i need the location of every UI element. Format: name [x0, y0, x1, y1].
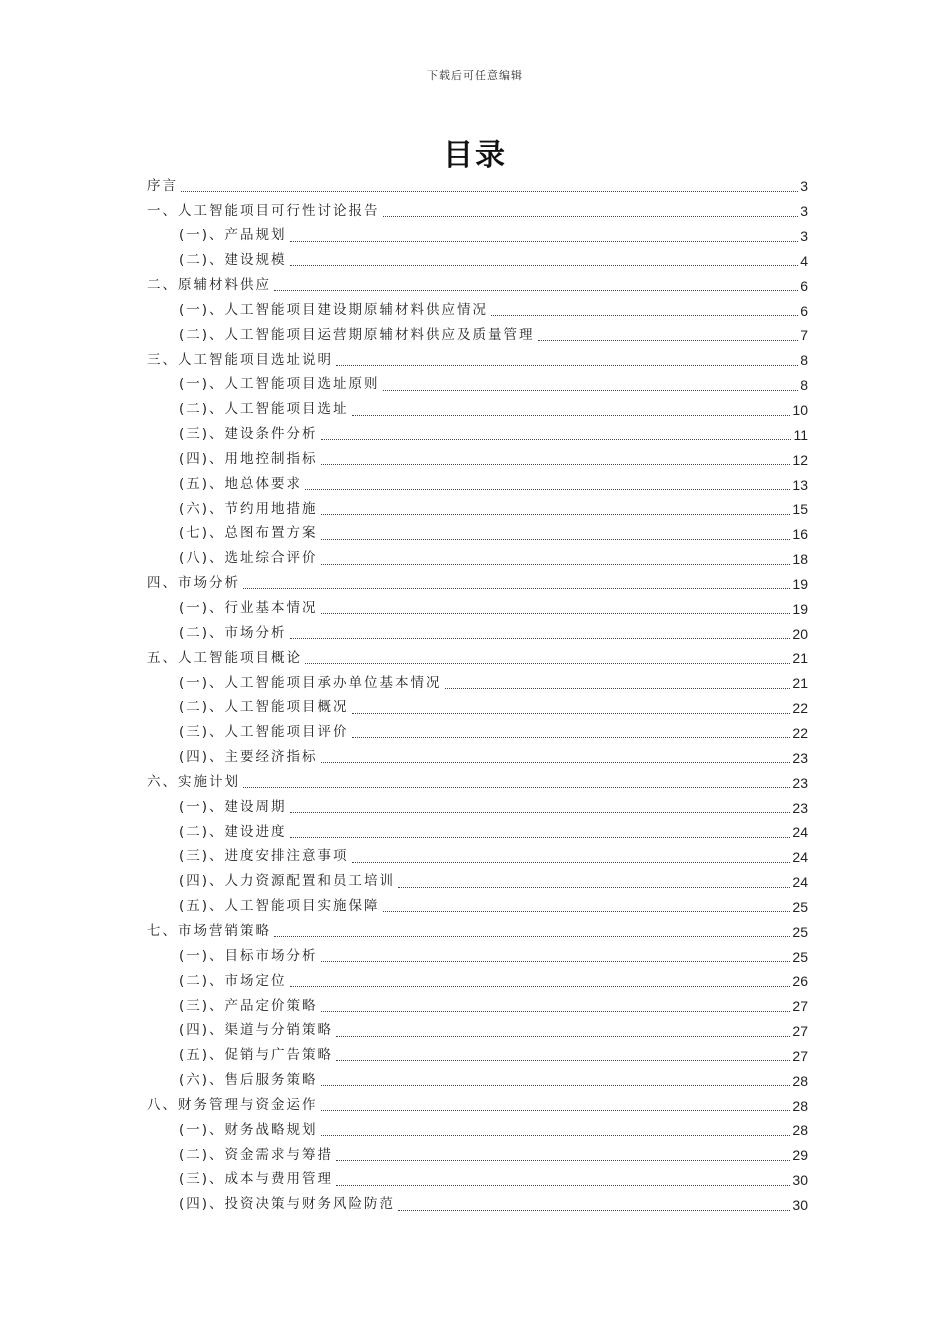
toc-page-number: 22	[792, 724, 808, 741]
toc-entry-title: (二)、人工智能项目运营期原辅材料供应及质量管理	[179, 326, 535, 343]
dot-leader	[336, 1036, 790, 1037]
toc-page-number: 21	[792, 650, 808, 667]
toc-subentry[interactable]	[147, 1193, 808, 1218]
toc-page-number: 25	[792, 923, 808, 940]
dot-leader	[290, 986, 791, 987]
toc-subentry[interactable]	[147, 994, 808, 1019]
toc-entry[interactable]	[147, 273, 808, 298]
toc-entry-title: (二)、市场定位	[179, 972, 287, 989]
dot-leader	[491, 315, 798, 316]
toc-page-number: 13	[792, 476, 808, 493]
dot-leader	[181, 191, 798, 192]
toc-subentry[interactable]	[147, 224, 808, 249]
toc-page-number: 19	[792, 575, 808, 592]
toc-entry-title: 六、实施计划	[147, 773, 240, 790]
toc-entry-title: 一、人工智能项目可行性讨论报告	[147, 202, 380, 219]
toc-page-number: 23	[792, 799, 808, 816]
toc-subentry[interactable]	[147, 969, 808, 994]
dot-leader	[321, 1135, 791, 1136]
toc-entry-title: 七、市场营销策略	[147, 922, 271, 939]
dot-leader	[352, 713, 791, 714]
toc-subentry[interactable]	[147, 547, 808, 572]
toc-entry[interactable]	[147, 572, 808, 597]
dot-leader	[290, 837, 791, 838]
toc-entry-title: (二)、建设规模	[179, 252, 287, 269]
toc-entry-title: (一)、人工智能项目建设期原辅材料供应情况	[179, 301, 489, 318]
toc-page-number: 29	[792, 1147, 808, 1164]
toc-subentry[interactable]	[147, 373, 808, 398]
toc-subentry[interactable]	[147, 1019, 808, 1044]
dot-leader	[290, 265, 799, 266]
toc-entry-title: (一)、建设周期	[179, 798, 287, 815]
toc-entry-title: (一)、行业基本情况	[179, 600, 318, 617]
toc-entry-title: (三)、产品定价策略	[179, 997, 318, 1014]
toc-subentry[interactable]	[147, 323, 808, 348]
toc-entry-title: (四)、用地控制指标	[179, 450, 318, 467]
dot-leader	[383, 390, 799, 391]
toc-entry-title: (一)、财务战略规划	[179, 1121, 318, 1138]
toc-subentry[interactable]	[147, 398, 808, 423]
toc-page-number: 24	[792, 824, 808, 841]
page-header: 下载后可任意编辑	[427, 69, 523, 82]
dot-leader	[538, 340, 799, 341]
toc-page-number: 18	[792, 551, 808, 568]
toc-entry-title: (二)、建设进度	[179, 823, 287, 840]
toc-subentry[interactable]	[147, 522, 808, 547]
dot-leader	[336, 1185, 790, 1186]
toc-entry-title: (一)、人工智能项目承办单位基本情况	[179, 674, 442, 691]
toc-page-number: 28	[792, 1072, 808, 1089]
dot-leader	[243, 787, 790, 788]
toc-subentry[interactable]	[147, 1044, 808, 1069]
dot-leader	[336, 365, 798, 366]
toc-page-number: 11	[793, 426, 808, 443]
toc-entry-title: (四)、主要经济指标	[179, 749, 318, 766]
toc-page-number: 6	[800, 277, 808, 294]
dot-leader	[321, 464, 791, 465]
toc-entry-title: (四)、投资决策与财务风险防范	[179, 1196, 396, 1213]
toc-subentry[interactable]	[147, 596, 808, 621]
toc-page-number: 26	[792, 973, 808, 990]
dot-leader	[398, 1210, 790, 1211]
toc-page-number: 16	[792, 526, 808, 543]
toc-entry-title: (四)、人力资源配置和员工培训	[179, 873, 396, 890]
toc-page-number: 28	[792, 1097, 808, 1114]
toc-entry-title: (四)、渠道与分销策略	[179, 1022, 334, 1039]
dot-leader	[336, 1160, 790, 1161]
toc-entry-title: (二)、人工智能项目选址	[179, 401, 349, 418]
toc-entry-title: (五)、人工智能项目实施保障	[179, 898, 380, 915]
toc-entry-title: (七)、总图布置方案	[179, 525, 318, 542]
toc-subentry[interactable]	[147, 820, 808, 845]
dot-leader	[336, 1060, 790, 1061]
toc-page-number: 7	[800, 327, 808, 344]
toc-page-number: 8	[800, 352, 808, 369]
toc-page-number: 24	[792, 874, 808, 891]
dot-leader	[321, 439, 792, 440]
dot-leader	[290, 638, 791, 639]
toc-subentry[interactable]	[147, 795, 808, 820]
toc-entry-title: (一)、人工智能项目选址原则	[179, 376, 380, 393]
toc-entry[interactable]	[147, 646, 808, 671]
toc-entry-title: (一)、产品规划	[179, 227, 287, 244]
toc-subentry[interactable]	[147, 621, 808, 646]
toc-entry-title: (六)、节约用地措施	[179, 500, 318, 517]
toc-subentry[interactable]	[147, 497, 808, 522]
toc-entry-title: (三)、成本与费用管理	[179, 1171, 334, 1188]
toc-page-number: 23	[792, 774, 808, 791]
toc-entry-title: (五)、促销与广告策略	[179, 1047, 334, 1064]
dot-leader	[352, 415, 791, 416]
dot-leader	[352, 737, 791, 738]
dot-leader	[290, 812, 791, 813]
toc-page-number: 8	[800, 377, 808, 394]
toc-page-number: 3	[800, 178, 808, 195]
toc-subentry[interactable]	[147, 696, 808, 721]
toc-entry-title: (八)、选址综合评价	[179, 550, 318, 567]
toc-subentry[interactable]	[147, 845, 808, 870]
toc-page-number: 25	[792, 948, 808, 965]
toc-subentry[interactable]	[147, 944, 808, 969]
toc-page-number: 15	[792, 501, 808, 518]
toc-page-number: 24	[792, 849, 808, 866]
dot-leader	[321, 1011, 791, 1012]
toc-entry-title: 五、人工智能项目概论	[147, 649, 302, 666]
toc-subentry[interactable]	[147, 472, 808, 497]
dot-leader	[321, 762, 791, 763]
toc-entry-title: 三、人工智能项目选址说明	[147, 351, 333, 368]
dot-leader	[321, 1110, 791, 1111]
toc-page-number: 4	[800, 252, 808, 269]
toc-page-number: 19	[792, 600, 808, 617]
toc-page-number: 22	[792, 700, 808, 717]
dot-leader	[321, 613, 791, 614]
toc-subentry[interactable]	[147, 745, 808, 770]
toc-subentry[interactable]	[147, 671, 808, 696]
toc-entry-title: (二)、人工智能项目概况	[179, 699, 349, 716]
toc-entry-title: (二)、资金需求与筹措	[179, 1146, 334, 1163]
toc-entry[interactable]	[147, 348, 808, 373]
dot-leader	[321, 961, 791, 962]
toc-entry-title: (一)、目标市场分析	[179, 947, 318, 964]
dot-leader	[321, 1085, 791, 1086]
toc-entry[interactable]	[147, 199, 808, 224]
toc-page-number: 23	[792, 749, 808, 766]
toc-subentry[interactable]	[147, 721, 808, 746]
dot-leader	[321, 514, 791, 515]
toc-page-number: 10	[792, 402, 808, 419]
toc-page-number: 21	[792, 675, 808, 692]
toc-subentry[interactable]	[147, 1168, 808, 1193]
toc-subentry[interactable]	[147, 249, 808, 274]
toc-subentry[interactable]	[147, 1118, 808, 1143]
toc-entry[interactable]	[147, 1093, 808, 1118]
dot-leader	[274, 936, 790, 937]
dot-leader	[321, 564, 791, 565]
toc-page-number: 12	[792, 451, 808, 468]
toc-page-number: 30	[792, 1197, 808, 1214]
dot-leader	[274, 290, 798, 291]
toc-entry-title: (三)、人工智能项目评价	[179, 724, 349, 741]
toc-page-number: 6	[800, 302, 808, 319]
toc-page-number: 20	[792, 625, 808, 642]
toc-subentry[interactable]	[147, 870, 808, 895]
toc-entry-title: 序言	[147, 177, 178, 194]
toc-entry[interactable]	[147, 919, 808, 944]
toc-subentry[interactable]	[147, 298, 808, 323]
toc-subentry[interactable]	[147, 1068, 808, 1093]
toc-page-number: 27	[792, 998, 808, 1015]
toc-entry[interactable]	[147, 174, 808, 199]
toc-page-number: 27	[792, 1047, 808, 1064]
dot-leader	[321, 539, 791, 540]
toc-entry-title: 二、原辅材料供应	[147, 277, 271, 294]
toc-entry-title: (三)、建设条件分析	[179, 426, 318, 443]
dot-leader	[383, 216, 799, 217]
toc-subentry[interactable]	[147, 1143, 808, 1168]
page-title: 目录	[443, 138, 507, 173]
toc-page-number: 28	[792, 1122, 808, 1139]
toc-page-number: 30	[792, 1172, 808, 1189]
toc-subentry[interactable]	[147, 422, 808, 447]
toc-page-number: 3	[800, 228, 808, 245]
dot-leader	[305, 663, 790, 664]
dot-leader	[398, 887, 790, 888]
toc-page-number: 27	[792, 1023, 808, 1040]
toc-entry-title: 四、市场分析	[147, 575, 240, 592]
table-of-contents	[147, 174, 808, 1217]
toc-entry-title: (六)、售后服务策略	[179, 1072, 318, 1089]
dot-leader	[383, 911, 791, 912]
dot-leader	[445, 688, 791, 689]
dot-leader	[305, 489, 790, 490]
toc-page-number: 25	[792, 898, 808, 915]
toc-subentry[interactable]	[147, 894, 808, 919]
toc-entry-title: 八、财务管理与资金运作	[147, 1096, 318, 1113]
dot-leader	[243, 588, 790, 589]
toc-page-number: 3	[800, 203, 808, 220]
toc-entry[interactable]	[147, 770, 808, 795]
toc-entry-title: (二)、市场分析	[179, 624, 287, 641]
toc-subentry[interactable]	[147, 447, 808, 472]
toc-entry-title: (三)、进度安排注意事项	[179, 848, 349, 865]
dot-leader	[290, 241, 799, 242]
dot-leader	[352, 862, 791, 863]
toc-entry-title: (五)、地总体要求	[179, 475, 303, 492]
